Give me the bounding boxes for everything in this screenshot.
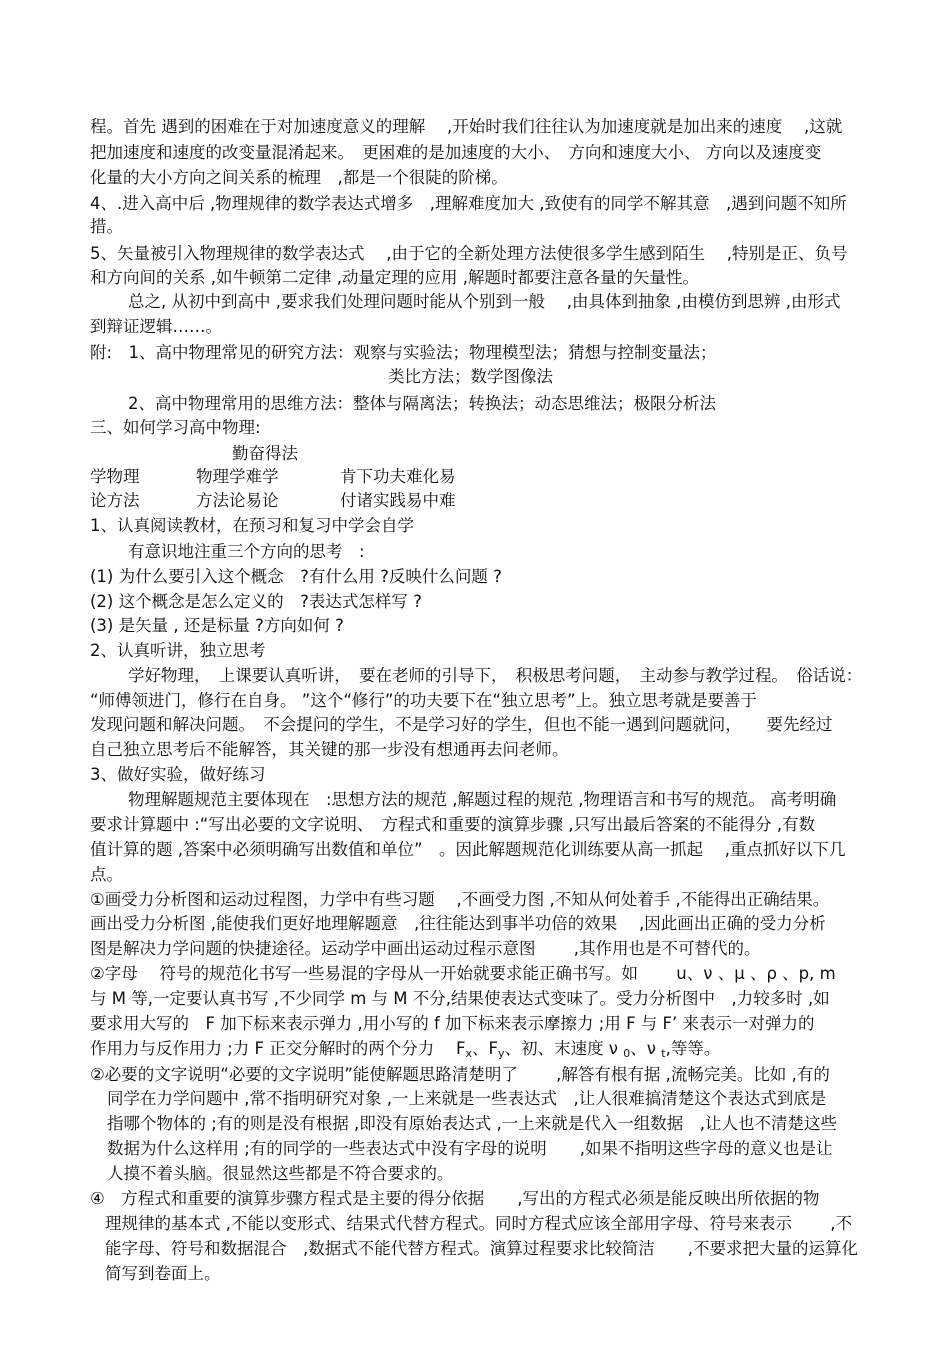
motto-cell: 付诸实践易中难 bbox=[340, 491, 456, 510]
text-line: 程。首先 遇到的困难在于对加速度意义的理解 ,开始时我们往往认为加速度就是加出来的速度 ,这就 bbox=[90, 117, 843, 136]
text-run: 、F bbox=[472, 1039, 499, 1058]
text-line: 发现问题和解决问题。 不会提问的学生，不是学习好的学生，但也不能一遇到问题就问， 要先经过 bbox=[90, 715, 833, 734]
text-line: 类比方法；数学图像法 bbox=[388, 367, 553, 386]
text-line: 5、矢量被引入物理规律的数学表达式 ,由于它的全新处理方法使很多学生感到陌生 ,特别是正、负号 bbox=[90, 244, 848, 263]
text-run: 、初、末速度 ν bbox=[504, 1039, 624, 1058]
text-line: 能字母、符号和数据混合 ,数据式不能代替方程式。演算过程要求比较简洁 ,不要求把大量的运算化 bbox=[105, 1239, 858, 1258]
text-line: 3、做好实验，做好练习 bbox=[90, 765, 266, 784]
text-line: 画出受力分析图 ,能使我们更好地理解题意 ,往往能达到事半功倍的效果 ,因此画出正确的受力分析 bbox=[90, 914, 826, 933]
text-line: 物理解题规范主要体现在 :思想方法的规范 ,解题过程的规范 ,物理语言和书写的规范。 高考明确 bbox=[128, 790, 837, 809]
text-line: 总之, 从初中到高中 ,要求我们处理问题时能从个别到一般 ,由具体到抽象 ,由模仿到思辨 ,由形式 bbox=[128, 292, 841, 311]
text-line: 简写到卷面上。 bbox=[105, 1264, 221, 1283]
text-line: 指哪个物体的 ;有的则是没有根据 ,即没有原始表达式 ,一上来就是代入一组数据 ,让人也不清楚这些 bbox=[107, 1114, 838, 1133]
section-heading: 三、如何学习高中物理: bbox=[90, 418, 261, 437]
text-line: “师傅领进门，修行在自身。 ”这个“修行”的功夫要下在“独立思考”上。独立思考就是要善于 bbox=[90, 691, 758, 710]
motto-cell: 肯下功夫难化易 bbox=[340, 467, 456, 486]
text-line: 点。 bbox=[90, 865, 123, 884]
text-line bbox=[90, 1038, 906, 1065]
text-line: 到辩证逻辑……。 bbox=[90, 317, 222, 336]
text-line: (1) 为什么要引入这个概念 ?有什么用 ?反映什么问题 ? bbox=[90, 567, 502, 586]
text-line: ④ 方程式和重要的演算步骤方程式是主要的得分依据 ,写出的方程式必须是能反映出所依据的物 bbox=[90, 1189, 820, 1208]
motto-cell: 论方法 bbox=[90, 491, 140, 510]
subscript: 0 bbox=[623, 1047, 631, 1060]
text-line: 要求用大写的 F 加下标来表示弹力 ,用小写的 f 加下标来表示摩擦力 ;用 F 与 F’ 来表示一对弹力的 bbox=[90, 1014, 815, 1033]
subscript: x bbox=[465, 1047, 473, 1060]
text-line: 数据为什么这样用 ;有的同学的一些表达式中没有字母的说明 ,如果不指明这些字母的意义也是让 bbox=[107, 1139, 833, 1158]
text-line: 措。 bbox=[90, 217, 123, 236]
motto-cell: 方法论易论 bbox=[196, 491, 279, 510]
text-line: 有意识地注重三个方向的思考 : bbox=[128, 542, 365, 561]
text-line: 4、.进入高中后 ,物理规律的数学表达式增多 ,理解难度加大 ,致使有的同学不解其意 ,遇到问题不知所 bbox=[90, 194, 847, 213]
text-line: (2) 这个概念是怎么定义的 ?表达式怎样写 ? bbox=[90, 592, 422, 611]
motto-title: 勤奋得法 bbox=[232, 444, 298, 463]
text-line: 与 M 等,一定要认真书写 ,不少同学 m 与 M 不分,结果使表达式变味了。受力分析图中 ,力较多时 ,如 bbox=[90, 989, 830, 1008]
text-line: 理规律的基本式 ,不能以变形式、结果式代替方程式。同时方程式应该全部用字母、符号来表示 ,不 bbox=[105, 1214, 852, 1233]
text-line: 1、认真阅读教材，在预习和复习中学会自学 bbox=[90, 516, 414, 535]
text-line: 2、认真听讲，独立思考 bbox=[90, 641, 266, 660]
motto-cell: 学物理 bbox=[90, 467, 140, 486]
subscript: t bbox=[661, 1047, 666, 1060]
text-line: 和方向间的关系 ,如牛顿第二定律 ,动量定理的应用 ,解题时都要注意各量的矢量性。 bbox=[90, 268, 699, 287]
text-line: 把加速度和速度的改变量混淆起来。 更困难的是加速度的大小、 方向和速度大小、 方向以及速度变 bbox=[90, 143, 822, 162]
text-run: ,等等。 bbox=[665, 1039, 721, 1058]
text-line: 学好物理， 上课要认真听讲， 要在老师的引导下， 积极思考问题， 主动参与教学过程。 俗话说： bbox=[128, 666, 863, 685]
text-line: 同学在力学问题中 ,常不指明研究对象 ,一上来就是一些表达式 ,让人很难搞清楚这个表达式到底是 bbox=[107, 1089, 827, 1108]
motto-cell: 物理学难学 bbox=[196, 467, 279, 486]
text-line: 值计算的题 ,答案中必须明确写出数值和单位” 。因此解题规范化训练要从高一抓起 ,重点抓好以下几 bbox=[90, 840, 846, 859]
text-line: (3) 是矢量 , 还是标量 ?方向如何 ? bbox=[90, 616, 344, 635]
text-line: 人摸不着头脑。很显然这些都是不符合要求的。 bbox=[107, 1164, 454, 1183]
text-line: ①画受力分析图和运动过程图，力学中有些习题 ,不画受力图 ,不知从何处着手 ,不能得出正确结果。 bbox=[90, 890, 830, 909]
text-line: 自己独立思考后不能解答，其关键的那一步没有想通再去问老师。 bbox=[90, 740, 569, 759]
text-run: 作用力与反作用力 ;力 F 正交分解时的两个分力 F bbox=[90, 1039, 466, 1058]
text-line: ②字母 符号的规范化书写一些易混的字母从一开始就要求能正确书写。如 u、ν 、μ 、ρ 、p, m bbox=[90, 964, 836, 983]
subscript: y bbox=[498, 1047, 505, 1060]
text-line: 图是解决力学问题的快捷途径。运动学中画出运动过程示意图 ,其作用也是不可替代的。 bbox=[90, 939, 761, 958]
text-line: 2、高中物理常用的思维方法：整体与隔离法；转换法；动态思维法；极限分析法 bbox=[128, 394, 716, 413]
text-run: 、ν bbox=[630, 1039, 662, 1058]
text-line: 要求计算题中 :“写出必要的文字说明、 方程式和重要的演算步骤 ,只写出最后答案的不能得分 ,有数 bbox=[90, 815, 816, 834]
text-line: ②必要的文字说明“必要的文字说明”能使解题思路清楚明了 ,解答有根有据 ,流畅完美。比如 ,有的 bbox=[90, 1065, 830, 1084]
text-line: 附: 1、高中物理常见的研究方法：观察与实验法；物理模型法；猜想与控制变量法； bbox=[90, 343, 717, 362]
text-line: 化量的大小方向之间关系的梳理 ,都是一个很陡的阶梯。 bbox=[90, 168, 508, 187]
